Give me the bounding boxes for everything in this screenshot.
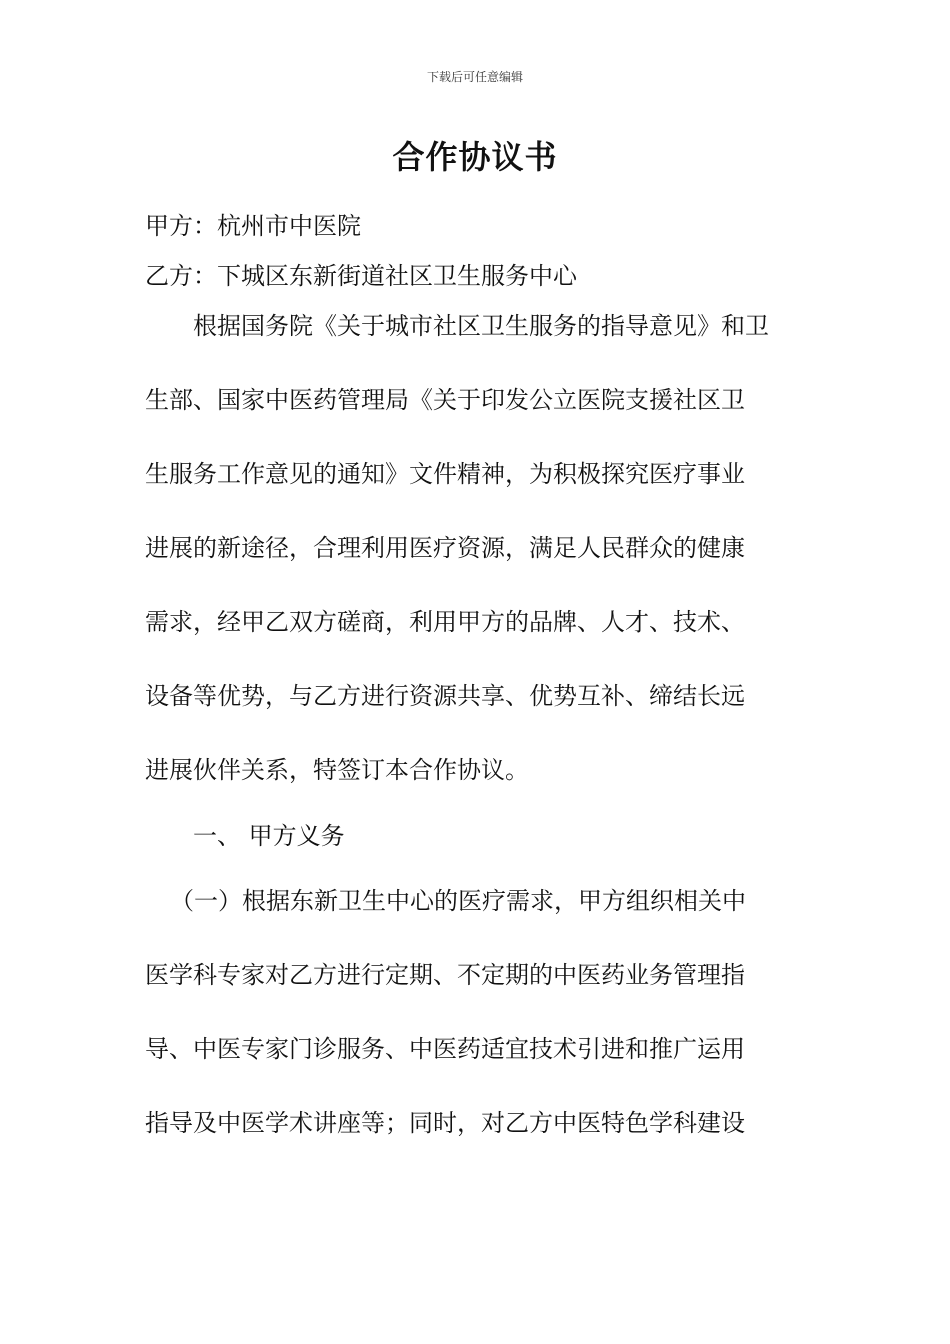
intro-line-5: 需求，经甲乙双方磋商，利用甲方的品牌、人才、技术、 <box>145 608 745 636</box>
intro-line-2: 生部、国家中医药管理局《关于印发公立医院支援社区卫 <box>145 386 745 414</box>
clause-1-line-4: 指导及中医学术讲座等；同时，对乙方中医特色学科建设 <box>145 1109 745 1137</box>
intro-line-3: 生服务工作意见的通知》文件精神，为积极探究医疗事业 <box>145 460 745 488</box>
intro-line-6: 设备等优势，与乙方进行资源共享、优势互补、缔结长远 <box>145 682 745 710</box>
party-a-line: 甲方：杭州市中医院 <box>145 212 361 240</box>
header-note: 下载后可任意编辑 <box>426 70 523 84</box>
document-title: 合作协议书 <box>392 138 558 176</box>
clause-1-line-2: 医学科专家对乙方进行定期、不定期的中医药业务管理指 <box>145 961 745 989</box>
clause-1-line-1: （一）根据东新卫生中心的医疗需求，甲方组织相关中 <box>170 887 746 915</box>
section-heading-party-a-duties: 一、 甲方义务 <box>193 822 345 850</box>
clause-1-line-3: 导、中医专家门诊服务、中医药适宜技术引进和推广运用 <box>145 1035 745 1063</box>
intro-line-7: 进展伙伴关系，特签订本合作协议。 <box>145 756 529 784</box>
intro-line-1: 根据国务院《关于城市社区卫生服务的指导意见》和卫 <box>193 312 769 340</box>
party-b-line: 乙方：下城区东新街道社区卫生服务中心 <box>145 262 577 290</box>
intro-line-4: 进展的新途径，合理利用医疗资源，满足人民群众的健康 <box>145 534 745 562</box>
